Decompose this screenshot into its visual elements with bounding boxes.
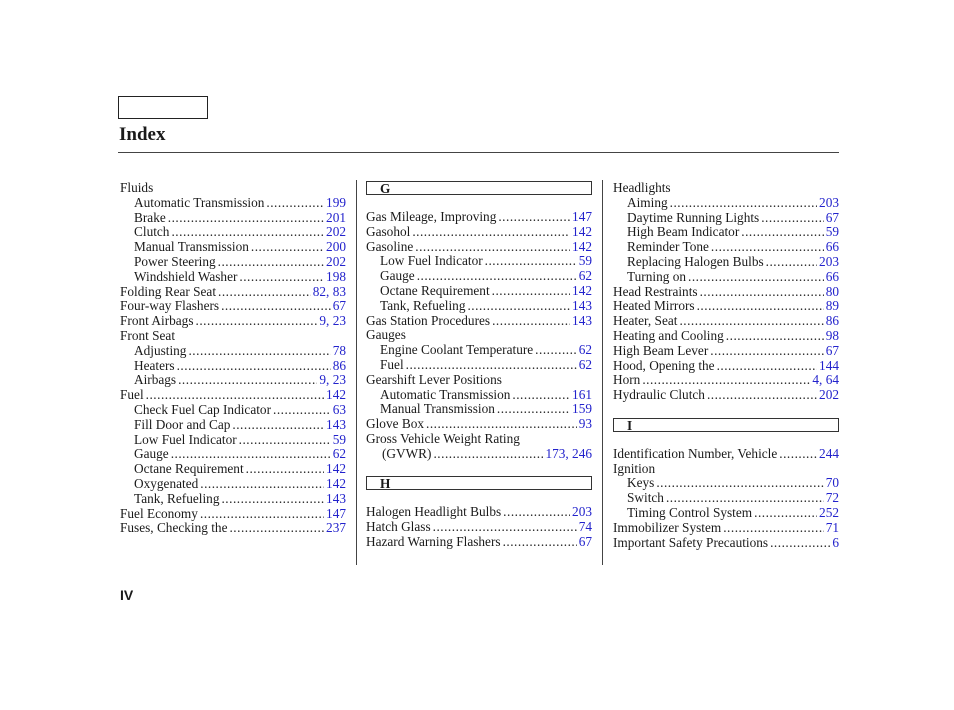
section-letter-i: I [613, 418, 839, 432]
index-entry[interactable]: Gas Mileage, Improving ..... 147 [366, 210, 592, 225]
page-link[interactable]: 159 [572, 401, 592, 417]
index-entry[interactable]: Tank, Refueling ..... 143 [366, 299, 592, 314]
index-column-2 [366, 181, 592, 550]
index-heading: Headlights [613, 180, 671, 195]
page-link[interactable]: 142 [572, 282, 592, 298]
page-link[interactable]: 86 [332, 357, 346, 373]
index-entry[interactable]: Fill Door and Cap ..... 143 [120, 418, 346, 433]
page-link[interactable]: 93 [578, 416, 592, 432]
index-entry[interactable]: Heated Mirrors ..... 89 [613, 299, 839, 314]
page-link[interactable]: 142 [326, 461, 346, 477]
page-link[interactable]: 80 [825, 283, 839, 299]
index-entry[interactable]: Octane Requirement ..... 142 [366, 284, 592, 299]
index-entry[interactable]: Hazard Warning Flashers ..... 67 [366, 535, 592, 550]
page-link[interactable]: 62 [332, 446, 346, 462]
section-letter-g: G [366, 181, 592, 195]
index-entry[interactable]: Halogen Headlight Bulbs ..... 203 [366, 505, 592, 520]
page-link[interactable]: 62 [578, 342, 592, 358]
index-entry[interactable]: Folding Rear Seat ..... 82, 83 [120, 285, 346, 300]
index-entry[interactable]: Gas Station Procedures ..... 143 [366, 314, 592, 329]
page-link[interactable]: 202 [326, 253, 346, 269]
page-link[interactable]: 198 [326, 268, 346, 284]
page-link[interactable]: 161 [572, 386, 592, 402]
page-link[interactable]: 67 [332, 298, 346, 314]
index-entry[interactable]: (GVWR) ..... 173, 246 [366, 447, 592, 462]
index-entry[interactable]: High Beam Lever ..... 67 [613, 344, 839, 359]
page-link[interactable]: 62 [578, 268, 592, 284]
index-entry[interactable]: Check Fuel Cap Indicator ..... 63 [120, 403, 346, 418]
page-link[interactable]: 63 [332, 401, 346, 417]
index-entry[interactable]: Manual Transmission ..... 200 [120, 240, 346, 255]
index-entry[interactable]: Four-way Flashers ..... 67 [120, 299, 346, 314]
page-link[interactable]: 74 [578, 519, 592, 535]
index-tab-box [118, 96, 208, 119]
index-entry[interactable]: Tank, Refueling ..... 143 [120, 492, 346, 507]
index-heading: Gauges [366, 327, 406, 343]
index-entry[interactable]: Fuel ..... 62 [366, 358, 592, 373]
index-entry[interactable]: Hydraulic Clutch ..... 202 [613, 388, 839, 403]
page-link[interactable]: 142 [326, 387, 346, 403]
page-link[interactable]: 72 [825, 490, 839, 506]
title-rule [118, 152, 839, 153]
index-entry[interactable]: Gasoline ..... 142 [366, 240, 592, 255]
index-entry[interactable]: Oxygenated ..... 142 [120, 477, 346, 492]
page-link[interactable]: 144 [819, 357, 839, 373]
index-entry[interactable]: Manual Transmission ..... 159 [366, 402, 592, 417]
page-link[interactable]: 70 [825, 475, 839, 491]
index-entry[interactable]: Head Restraints ..... 80 [613, 285, 839, 300]
index-entry[interactable]: Low Fuel Indicator ..... 59 [120, 433, 346, 448]
index-heading: Front Seat [120, 327, 176, 343]
page-link[interactable]: 173, 246 [545, 445, 592, 461]
page-link[interactable]: 237 [326, 520, 346, 536]
column-divider [602, 180, 603, 565]
column-divider [356, 180, 357, 565]
index-entry[interactable]: Airbags ..... 9, 23 [120, 373, 346, 388]
page-link[interactable]: 78 [332, 342, 346, 358]
index-entry[interactable]: Timing Control System ..... 252 [613, 506, 839, 521]
page-link[interactable]: 142 [326, 475, 346, 491]
index-entry[interactable]: Identification Number, Vehicle ..... 244 [613, 447, 839, 462]
page-link[interactable]: 59 [332, 431, 346, 447]
page-link[interactable]: 143 [572, 297, 592, 313]
page-link[interactable]: 67 [825, 209, 839, 225]
index-entry[interactable]: Heater, Seat ..... 86 [613, 314, 839, 329]
index-entry[interactable]: Power Steering ..... 202 [120, 255, 346, 270]
index-entry[interactable]: Octane Requirement ..... 142 [120, 462, 346, 477]
index-column-1 [120, 181, 346, 536]
page-link[interactable]: 143 [572, 312, 592, 328]
index-heading: Fluids [120, 180, 154, 195]
index-entry[interactable]: Automatic Transmission ..... 161 [366, 388, 592, 403]
page-link[interactable]: 201 [326, 209, 346, 225]
page-link[interactable]: 147 [572, 209, 592, 224]
page-link[interactable]: 143 [326, 416, 346, 432]
page-link[interactable]: 71 [825, 519, 839, 535]
index-entry[interactable]: Switch ..... 72 [613, 491, 839, 506]
page-link[interactable]: 66 [825, 268, 839, 284]
index-entry[interactable]: Fuses, Checking the ..... 237 [120, 521, 346, 536]
index-heading: Gross Vehicle Weight Rating [366, 430, 520, 446]
page-link[interactable]: 202 [819, 387, 839, 403]
page-link[interactable]: 4, 64 [812, 372, 839, 388]
index-entry[interactable]: Adjusting ..... 78 [120, 344, 346, 359]
index-entry[interactable]: Heating and Cooling ..... 98 [613, 329, 839, 344]
index-entry[interactable]: Glove Box ..... 93 [366, 417, 592, 432]
index-entry[interactable]: Clutch ..... 202 [120, 225, 346, 240]
page-link[interactable]: 6 [832, 534, 839, 550]
index-entry[interactable]: Turning on ..... 66 [613, 270, 839, 285]
index-entry[interactable]: Reminder Tone ..... 66 [613, 240, 839, 255]
index-entry[interactable]: Automatic Transmission ..... 199 [120, 196, 346, 211]
index-entry[interactable]: Immobilizer System ..... 71 [613, 521, 839, 536]
page-link[interactable]: 200 [326, 239, 346, 255]
index-entry[interactable]: Windshield Washer ..... 198 [120, 270, 346, 285]
page-link[interactable]: 9, 23 [319, 313, 346, 329]
page-link[interactable]: 9, 23 [319, 372, 346, 388]
index-heading: Gearshift Lever Positions [366, 371, 502, 387]
page-link[interactable]: 199 [326, 194, 346, 210]
page-link[interactable]: 89 [825, 298, 839, 314]
page-link[interactable]: 86 [825, 313, 839, 329]
index-entry[interactable]: Gauge ..... 62 [120, 447, 346, 462]
index-entry[interactable]: Daytime Running Lights ..... 67 [613, 211, 839, 226]
page-link[interactable]: 98 [825, 327, 839, 343]
page-link[interactable]: 67 [825, 342, 839, 358]
page-link[interactable]: 203 [819, 253, 839, 269]
index-entry[interactable]: Hatch Glass ..... 74 [366, 520, 592, 535]
index-entry[interactable]: Low Fuel Indicator ..... 59 [366, 254, 592, 269]
page-link[interactable]: 142 [572, 238, 592, 254]
page-link[interactable]: 82, 83 [312, 283, 346, 299]
page-link[interactable]: 59 [825, 224, 839, 240]
page-link[interactable]: 244 [819, 445, 839, 461]
index-entry[interactable]: Important Safety Precautions ..... 6 [613, 536, 839, 551]
index-entry[interactable]: Gasohol ..... 142 [366, 225, 592, 240]
page-link[interactable]: 252 [819, 504, 839, 520]
page-link[interactable]: 203 [572, 504, 592, 520]
page-link[interactable]: 67 [578, 533, 592, 549]
index-column-3 [613, 181, 839, 550]
page-link[interactable]: 203 [819, 194, 839, 210]
section-letter-h: H [366, 476, 592, 490]
index-entry[interactable]: Engine Coolant Temperature ..... 62 [366, 343, 592, 358]
index-entry[interactable]: Heaters ..... 86 [120, 359, 346, 374]
page-number: IV [120, 587, 134, 603]
index-entry[interactable]: Horn ..... 4, 64 [613, 373, 839, 388]
index-entry[interactable]: High Beam Indicator ..... 59 [613, 225, 839, 240]
page-link[interactable]: 147 [326, 505, 346, 521]
page-link[interactable]: 142 [572, 223, 592, 239]
page-link[interactable]: 202 [326, 224, 346, 240]
index-entry[interactable]: Brake ..... 201 [120, 211, 346, 226]
index-entry[interactable]: Fuel ..... 142 [120, 388, 346, 403]
index-entry[interactable]: Gauge ..... 62 [366, 269, 592, 284]
page-link[interactable]: 143 [326, 490, 346, 506]
index-entry[interactable]: Hood, Opening the ..... 144 [613, 359, 839, 374]
index-entry[interactable]: Replacing Halogen Bulbs ..... 203 [613, 255, 839, 270]
page-link[interactable]: 66 [825, 239, 839, 255]
index-entry[interactable]: Keys ..... 70 [613, 476, 839, 491]
index-entry[interactable]: Front Airbags ..... 9, 23 [120, 314, 346, 329]
page-link[interactable]: 59 [578, 253, 592, 269]
index-entry[interactable]: Aiming ..... 203 [613, 196, 839, 211]
index-heading: Ignition [613, 460, 656, 476]
page-title: Index [119, 124, 166, 145]
index-entry[interactable]: Fuel Economy ..... 147 [120, 507, 346, 522]
page-link[interactable]: 62 [578, 356, 592, 372]
